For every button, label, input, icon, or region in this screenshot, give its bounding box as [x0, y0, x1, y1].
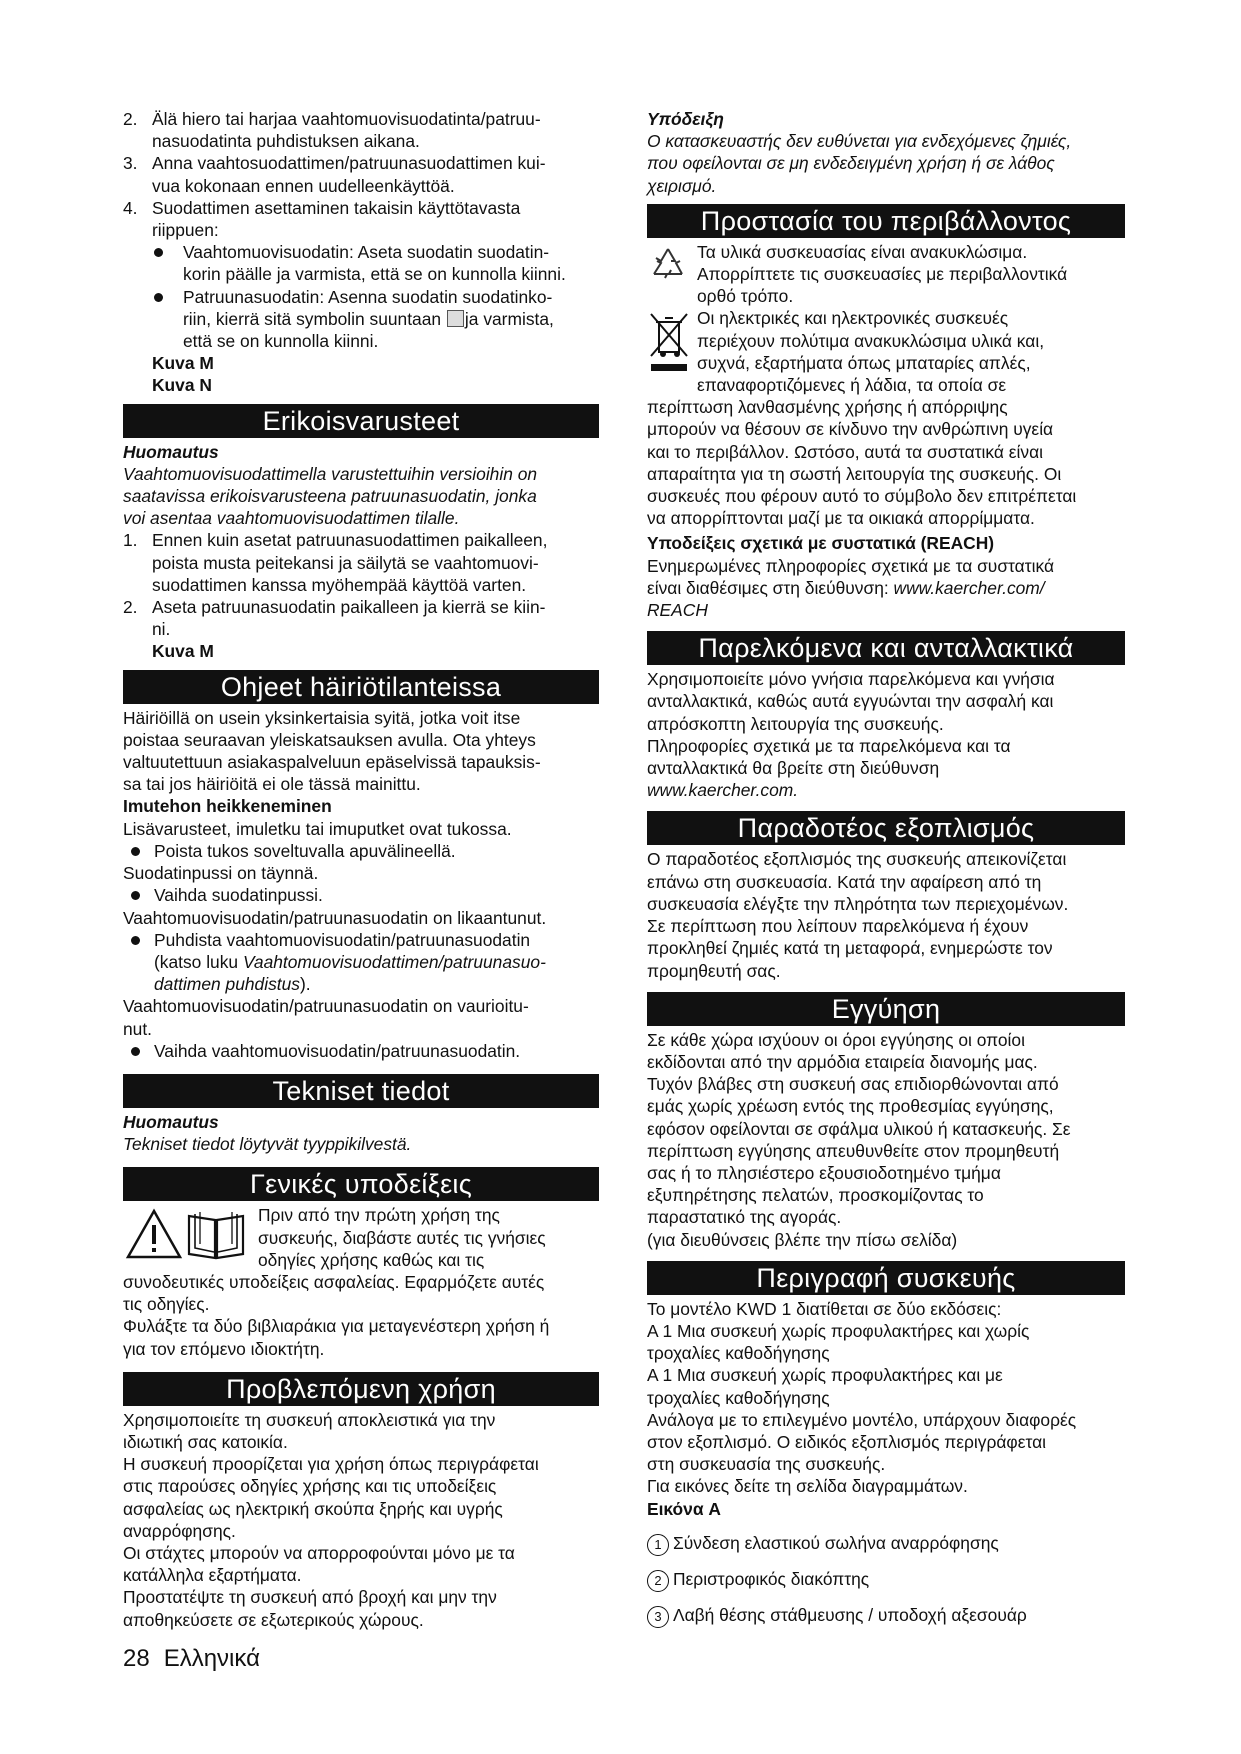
text-line: Vaihda suodatinpussi.	[154, 885, 323, 906]
text-line: μπορούν να θέσουν σε κίνδυνο την ανθρώπινη υγεία	[647, 419, 1054, 440]
text-line: Τα υλικά συσκευασίας είναι ανακυκλώσιμα.	[697, 241, 1028, 262]
text-span: varmista,	[483, 308, 554, 329]
text-line: nasuodatinta puhdistuksen aikana.	[152, 131, 420, 152]
list-item	[123, 529, 599, 596]
text-line: εξυπηρέτησης πελατών, προσκομίζοντας το	[647, 1185, 984, 1206]
bullet-item	[123, 929, 599, 996]
left-column	[123, 108, 599, 1631]
bullet-dot-icon	[131, 891, 140, 900]
lock-symbol-icon	[447, 310, 464, 327]
text-line: προμηθευτή σας.	[647, 960, 781, 981]
figure-legend-item	[647, 1604, 1125, 1628]
text-line: ανταλλακτικά θα βρείτε στη διεύθυνση	[647, 758, 940, 779]
note-text: saatavissa erikoisvarusteena patruunasuodatin, jonka	[123, 486, 537, 507]
text-line: Το μοντέλο KWD 1 διατίθεται σε δύο εκδόσεις:	[647, 1298, 1002, 1319]
text-line	[647, 577, 1125, 599]
text-line: παραστατικό της αγοράς.	[647, 1207, 842, 1228]
legend-text: Σύνδεση ελαστικού σωλήνα αναρρόφησης	[673, 1532, 999, 1553]
text-line: Προστατέψτε τη συσκευή από βροχή και μην την	[123, 1587, 497, 1608]
text-line	[154, 973, 599, 995]
text-line	[183, 308, 599, 330]
text-line: στον εξοπλισμό. Ο ειδικός εξοπλισμός περιγράφεται	[647, 1431, 1046, 1452]
section-heading-provlepomeni: Προβλεπόμενη χρήση	[123, 1372, 599, 1406]
note-text: χειρισμό.	[647, 175, 717, 196]
text-line: τροχαλίες καθοδήγησης	[647, 1343, 830, 1364]
text-line: ορθό τρόπο.	[697, 286, 794, 307]
bullet-dot-icon	[154, 248, 163, 257]
note-text: Tekniset tiedot löytyvät tyyppikilvestä.	[123, 1134, 412, 1155]
crossed-bin-icon	[647, 310, 691, 379]
text-line: προκληθεί ζημιές κατά τη μεταφορά, ενημερώστε τον	[647, 938, 1053, 959]
legend-text: Περιστροφικός διακόπτης	[673, 1568, 870, 1589]
text-line: περιέχουν πολύτιμα ανακυκλώσιμα υλικά και,	[697, 330, 1045, 351]
website-link[interactable]: www.kaercher.com.	[647, 780, 799, 801]
recycling-icon	[647, 244, 689, 289]
text-span: ja	[464, 308, 479, 329]
bullet-item	[123, 840, 599, 862]
text-span: riin, kierrä sitä symbolin suuntaan	[183, 308, 442, 329]
text-line: A 1 Μια συσκευή χωρίς προφυλακτήρες και με	[647, 1365, 1003, 1386]
chapter-link[interactable]: Vaahtomuovisuodattimen/patruunasuo-	[242, 951, 546, 972]
text-line: επάνω στη συσκευασία. Κατά την αφαίρεση από τη	[647, 871, 1042, 892]
reach-link[interactable]: www.kaercher.com/	[893, 577, 1045, 598]
text-line: Suodatinpussi on täynnä.	[123, 863, 319, 884]
page-footer	[123, 1644, 274, 1674]
text-line: A 1 Μια συσκευή χωρίς προφυλακτήρες και χωρίς	[647, 1320, 1030, 1341]
text-line: τις οδηγίες.	[123, 1294, 210, 1315]
text-span: είναι διαθέσιμες στη διεύθυνση:	[647, 577, 889, 598]
list-item	[123, 108, 599, 152]
note-title: Huomautus	[123, 1111, 219, 1132]
figure-ref: Kuva M	[152, 641, 214, 662]
callout-number: 2	[647, 1570, 669, 1592]
text-line: Vaahtomuovisuodatin/patruunasuodatin on likaantunut.	[123, 907, 547, 928]
callout-number: 3	[647, 1606, 669, 1628]
text-line: valtuutettuun asiakaspalveluun epäselvissä tapauksis-	[123, 752, 541, 773]
text-line: Ο παραδοτέος εξοπλισμός της συσκευής απεικονίζεται	[647, 849, 1067, 870]
legend-text: Λαβή θέσης στάθμευσης / υποδοχή αξεσουάρ	[673, 1604, 1027, 1625]
text-line: Ennen kuin asetat patruunasuodattimen paikalleen,	[152, 530, 548, 551]
weee-block	[647, 307, 1125, 396]
text-line: συνοδευτικές υποδείξεις ασφαλείας. Εφαρμόζετε αυτές	[123, 1271, 545, 1292]
page-number: 28	[123, 1645, 150, 1672]
text-line: Απορρίπτετε τις συσκευασίες με περιβαλλοντικά	[697, 264, 1068, 285]
text-line: Ενημερωμένες πληροφορίες σχετικά με τα συστατικά	[647, 555, 1054, 576]
note-text: voi asentaa vaahtomuovisuodattimen tilalle.	[123, 508, 460, 529]
text-line: οδηγίες χρήσης καθώς και τις	[258, 1249, 485, 1270]
text-line: ανταλλακτικά, καθώς αυτά εγγυώνται την ασφαλή και	[647, 691, 1054, 712]
note-title: Huomautus	[123, 441, 219, 462]
text-line: ιδιωτική σας κατοικία.	[123, 1431, 288, 1452]
text-line: Οι στάχτες μπορούν να απορροφούνται μόνο με τα	[123, 1542, 515, 1563]
bullet-dot-icon	[154, 293, 163, 302]
section-heading-perigrafi: Περιγραφή συσκευής	[647, 1261, 1125, 1295]
text-line: Χρησιμοποιείτε τη συσκευή αποκλειστικά για την	[123, 1409, 496, 1430]
list-item	[123, 152, 599, 196]
text-line: Anna vaahtosuodattimen/patruunasuodattimen kui-	[152, 153, 546, 174]
text-line: ni.	[152, 619, 171, 640]
text-line: Puhdista vaahtomuovisuodatin/patruunasuodatin	[154, 929, 531, 950]
text-line: poista musta peitekansi ja säilytä se vaahtomuovi-	[152, 552, 539, 573]
subheading: Imutehon heikkeneminen	[123, 796, 332, 817]
reach-link[interactable]: REACH	[647, 600, 708, 621]
text-line: συσκευασία ελέγξτε την πληρότητα των περιεχομένων.	[647, 893, 1069, 914]
text-line: nut.	[123, 1018, 153, 1039]
note-text: που οφείλονται σε μη ενδεδειγμένη χρήση ή σε λάθος	[647, 153, 1055, 174]
text-span: (katso luku	[154, 951, 239, 972]
recycling-block	[647, 241, 1125, 308]
text-line: περίπτωση λανθασμένης χρήσης ή απόρριψης	[647, 397, 1008, 418]
section-heading-erikoisvarusteet: Erikoisvarusteet	[123, 404, 599, 438]
text-line: poistaa seuraavan yleiskatsauksen avulla. Ota yhteys	[123, 729, 536, 750]
text-line: Η συσκευή προορίζεται για χρήση όπως περιγράφεται	[123, 1454, 539, 1475]
bullet-group	[123, 241, 599, 396]
text-line: Älä hiero tai harjaa vaahtomuovisuodatinta/patruu-	[152, 109, 541, 129]
warning-triangle-icon	[125, 1208, 183, 1265]
bullet-dot-icon	[131, 847, 140, 856]
text-line: στη συσκευασία της συσκευής.	[647, 1454, 886, 1475]
bullet-dot-icon	[131, 1047, 140, 1056]
text-line: Suodattimen asettaminen takaisin käyttötavasta	[152, 197, 521, 218]
text-line: Χρησιμοποιείτε μόνο γνήσια παρελκόμενα και γνήσια	[647, 669, 1055, 690]
text-line: συσκευής, διαβάστε αυτές τις γνήσιες	[258, 1227, 546, 1248]
chapter-link[interactable]: dattimen puhdistus	[154, 974, 300, 995]
note-text: Vaahtomuovisuodattimella varustettuihin versioihin on	[123, 463, 538, 484]
text-line: Vaihda vaahtomuovisuodatin/patruunasuodatin.	[154, 1040, 521, 1061]
figure-legend-item	[647, 1568, 1125, 1592]
warning-block	[123, 1204, 599, 1271]
manual-book-icon	[185, 1208, 247, 1265]
bullet-item	[152, 241, 599, 285]
section-heading-tekniset: Tekniset tiedot	[123, 1074, 599, 1108]
bullet-item	[152, 286, 599, 353]
figure-ref: Kuva M	[152, 353, 214, 374]
text-line: riippuen:	[152, 220, 219, 241]
text-line: εφόσον οφείλονται σε σφάλμα υλικού ή κατασκευής. Σε	[647, 1118, 1071, 1139]
text-line: αποθηκεύσετε σε εξωτερικούς χώρους.	[123, 1609, 424, 1630]
text-line: επαναφορτιζόμενες ή λάδια, τα οποία σε	[697, 375, 1007, 396]
list-number: 4.	[123, 197, 138, 218]
list-number: 2.	[123, 597, 138, 618]
text-line: σας ή το πλησιέστερο εξουσιοδοτημένο τμήμα	[647, 1162, 1001, 1183]
text-line: Πληροφορίες σχετικά με τα παρελκόμενα και τα	[647, 735, 1011, 756]
section-heading-genikes: Γενικές υποδείξεις	[123, 1167, 599, 1201]
text-line: Τυχόν βλάβες στη συσκευή σας επιδιορθώνονται από	[647, 1074, 1059, 1095]
text-line: Poista tukos soveltuvalla apuvälineellä.	[154, 840, 456, 861]
list-number: 1.	[123, 530, 138, 551]
text-line: εμάς χωρίς χρέωση εντός της προθεσμίας εγγύησης,	[647, 1096, 1054, 1117]
text-line: Lisävarusteet, imuletku tai imuputket ovat tukossa.	[123, 818, 512, 839]
bullet-item	[123, 1040, 599, 1062]
text-line: στις παρούσες οδηγίες χρήσης και τις υποδείξεις	[123, 1476, 497, 1497]
text-line: vua kokonaan ennen uudelleenkäyttöä.	[152, 175, 455, 196]
subheading: Υποδείξεις σχετικά με συστατικά (REACH)	[647, 533, 995, 554]
text-line: Οι ηλεκτρικές και ηλεκτρονικές συσκευές	[697, 308, 1009, 329]
figure-legend-item	[647, 1532, 1125, 1556]
list-item	[123, 596, 599, 640]
section-heading-paradoteos: Παραδοτέος εξοπλισμός	[647, 811, 1125, 845]
text-line: korin päälle ja varmista, että se on kunnolla kiinni.	[183, 264, 566, 285]
note-text: Ο κατασκευαστής δεν ευθύνεται για ενδεχόμενες ζημιές,	[647, 131, 1072, 152]
section-heading-prostasia: Προστασία του περιβάλλοντος	[647, 204, 1125, 238]
text-span: ).	[299, 974, 311, 995]
text-line: Häiriöillä on usein yksinkertaisia syitä, jotka voit itse	[123, 707, 521, 728]
right-column	[647, 108, 1125, 1628]
note-title: Υπόδειξη	[647, 109, 724, 129]
text-line: Patruunasuodatin: Asenna suodatin suodatinko-	[183, 286, 553, 307]
text-line: Vaahtomuovisuodatin/patruunasuodatin on vaurioitu-	[123, 996, 529, 1017]
text-line: τροχαλίες καθοδήγησης	[647, 1387, 830, 1408]
section-heading-parelkomena: Παρελκόμενα και ανταλλακτικά	[647, 631, 1125, 665]
text-line: ασφαλείας ως ηλεκτρική σκούπα ξηρής και υγρής	[123, 1498, 503, 1519]
language-label: Ελληνικά	[163, 1645, 260, 1672]
bullet-item	[123, 884, 599, 906]
section-heading-ohjeet: Ohjeet häiriötilanteissa	[123, 670, 599, 704]
text-line: αναρρόφησης.	[123, 1520, 236, 1541]
text-line: Ανάλογα με το επιλεγμένο μοντέλο, υπάρχουν διαφορές	[647, 1409, 1077, 1430]
text-line: κατάλληλα εξαρτήματα.	[123, 1565, 302, 1586]
text-line: να απορρίπτονται μαζί με τα οικιακά απορρίμματα.	[647, 508, 1035, 529]
text-line: (για διευθύνσεις βλέπε την πίσω σελίδα)	[647, 1229, 958, 1250]
text-line: εκδίδονται από την αρμόδια εταιρεία διανομής μας.	[647, 1051, 1038, 1072]
bullet-dot-icon	[131, 936, 140, 945]
text-line: Φυλάξτε τα δύο βιβλιαράκια για μεταγενέστερη χρήση ή	[123, 1316, 550, 1337]
text-line	[154, 951, 599, 973]
text-line: Για εικόνες δείτε τη σελίδα διαγραμμάτων.	[647, 1476, 968, 1497]
figure-ref: Kuva N	[152, 375, 212, 396]
callout-number: 1	[647, 1534, 669, 1556]
text-line: και το περιβάλλον. Ωστόσο, αυτά τα συστατικά είναι	[647, 441, 1043, 462]
text-line: απαραίτητα για τη σωστή λειτουργία της συσκευής. Οι	[647, 463, 1062, 484]
text-line: Σε κάθε χώρα ισχύουν οι όροι εγγύησης οι οποίοι	[647, 1029, 1025, 1050]
figure-ref: Εικόνα A	[647, 1498, 721, 1519]
text-line: περίπτωση εγγύησης απευθυνθείτε στον προμηθευτή	[647, 1140, 1060, 1161]
text-line: Σε περίπτωση που λείπουν παρελκόμενα ή έχουν	[647, 916, 1029, 937]
text-line: Aseta patruunasuodatin paikalleen ja kierrä se kiin-	[152, 597, 546, 618]
text-line: για τον επόμενο ιδιοκτήτη.	[123, 1338, 325, 1359]
list-number: 3.	[123, 153, 138, 174]
list-item	[123, 197, 599, 241]
text-line: συσκευές που φέρουν αυτό το σύμβολο δεν επιτρέπεται	[647, 486, 1077, 507]
section-heading-engyisi: Εγγύηση	[647, 992, 1125, 1026]
list-number: 2.	[123, 109, 138, 129]
text-line: συχνά, εξαρτήματα όπως μπαταρίες απλές,	[697, 352, 1031, 373]
text-line: että se on kunnolla kiinni.	[183, 331, 379, 352]
text-line: απρόσκοπτη λειτουργία της συσκευής.	[647, 713, 944, 734]
text-line: Vaahtomuovisuodatin: Aseta suodatin suodatin-	[183, 242, 550, 263]
text-line: suodattimen kanssa myöhempää käyttöä varten.	[152, 574, 527, 595]
text-line: Πριν από την πρώτη χρήση της	[258, 1205, 500, 1226]
text-line: sa tai jos häiriöitä ei ole tässä mainittu.	[123, 774, 421, 795]
